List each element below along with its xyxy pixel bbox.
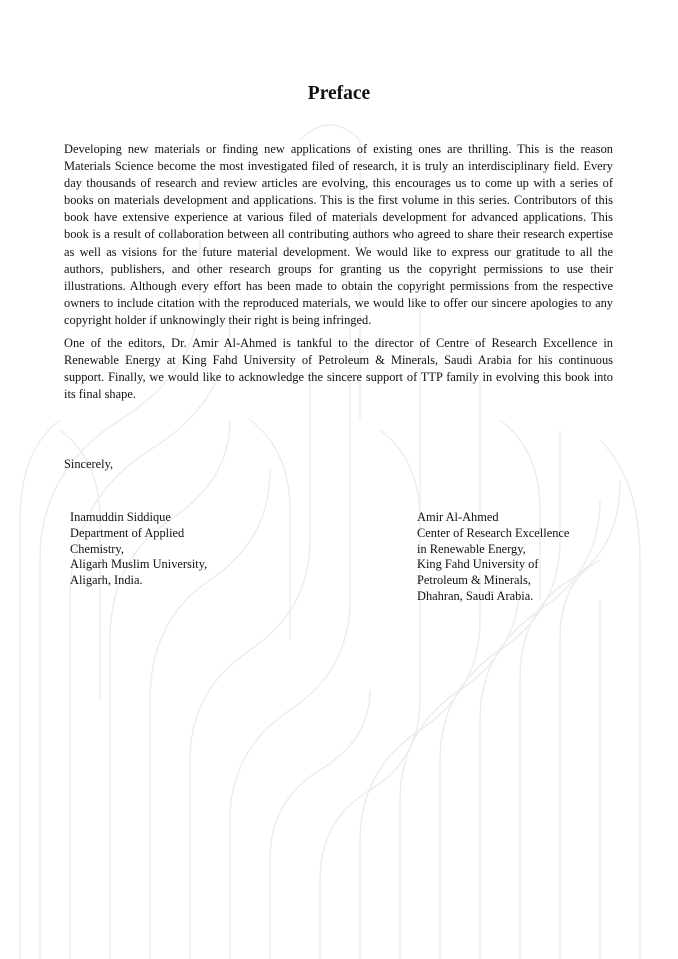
signature-affiliation-line: in Renewable Energy,	[417, 541, 526, 556]
signature-affiliation-line: Aligarh Muslim University,	[70, 557, 208, 572]
signature-name: Amir Al-Ahmed	[417, 510, 499, 524]
paragraph-2: One of the editors, Dr. Amir Al-Ahmed is tankful to the director of Centre of Research Excellence in Renewable Energy at King Fahd University of Petroleum & Minerals, Saudi Arabia for his continuous support. Finally, we would like to acknowledge the sincere support of TTP family in evolving this book into its final shape.	[64, 336, 613, 402]
preface-body	[64, 141, 613, 409]
signature-affiliation-line: Aligarh, India.	[70, 573, 143, 588]
signature-name: Inamuddin Siddique	[70, 510, 171, 524]
signature-affiliation-line: Petroleum & Minerals,	[417, 573, 531, 588]
signature-affiliation-line: King Fahd University of	[417, 557, 539, 572]
page-title: Preface	[307, 83, 371, 104]
signature-block-left	[70, 510, 290, 589]
signature-block-right	[417, 510, 637, 605]
paragraph-1: Developing new materials or finding new applications of existing ones are thrilling. This is the reason Materials Science become the most investigated filed of research, it is truly an interdisciplinary field. Every day thousands of research and review articles are evolving, this encourages us to come up with a series of books on materials development and applications. This is the first volume in this series. Contributors of this book have extensive experience at various filed of materials development for advanced applications. This book is a result of collaboration between all contributing authors who agreed to share their research expertise as well as visions for the future material development. We would like to express our gratitude to all the authors, publishers, and other research groups for granting us the copyright permissions to use their illustrations. Although every effort has been made to obtain the copyright permissions from the respective owners to include citation with the reproduced materials, we would like to offer our sincere apologies to any copyright holder if unknowingly their right is being infringed.	[64, 142, 613, 327]
closing-salutation: Sincerely,	[64, 457, 114, 471]
signature-affiliation-line: Chemistry,	[70, 541, 124, 556]
signature-affiliation-line: Center of Research Excellence	[417, 525, 570, 540]
signature-affiliation-line: Dhahran, Saudi Arabia.	[417, 588, 534, 603]
signature-affiliation-line: Department of Applied	[70, 525, 185, 540]
